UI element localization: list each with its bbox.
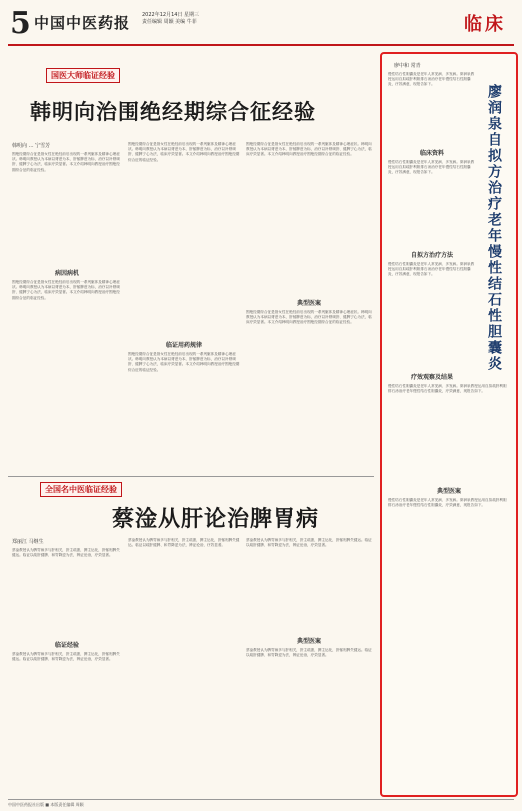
article-2-body-col3: 蔡淦教授认为脾胃病多与肝相关，肝主疏泄，脾主运化，肝郁则脾失健运。临证以疏肝健脾、和胃降逆为法，辨证论治，疗效显著。	[246, 538, 372, 548]
article-1-subhead-2: 典型医案	[296, 300, 321, 307]
page-header	[8, 8, 514, 42]
masthead: 中国中医药报	[34, 14, 131, 32]
article-3-subhead-2: 自拟方治疗方法	[410, 252, 453, 259]
article-3-body-3: 慢性结石性胆囊炎是老年人常见病、多发病。廖润泉教授运用自拟疏肝利胆排石汤治疗老年慢性结石性胆囊炎，疗效满意，现报告如下。	[388, 384, 507, 394]
article-1-body-col1: 围绝经期综合征是指女性在绝经前后出现的一系列躯体及精神心理症状。韩明向教授认为本病以肾虚为本，肝郁脾虚为标，治疗以补肾调肝、健脾宁心为法，临床疗效显著。本文介绍韩明向教授治疗围绝经期综合征的临证经验。	[12, 152, 120, 172]
article-1-title: 韩明向治围绝经期综合征经验	[30, 99, 316, 124]
article-2-body-col3b: 蔡淦教授认为脾胃病多与肝相关，肝主疏泄，脾主运化，肝郁则脾失健运。临证以疏肝健脾、和胃降逆为法，辨证论治，疗效显著。	[246, 648, 372, 658]
article-1-subhead-3: 临证用药规律	[165, 342, 202, 349]
article-1-body-col1b: 围绝经期综合征是指女性在绝经前后出现的一系列躯体及精神心理症状。韩明向教授认为本病以肾虚为本，肝郁脾虚为标，治疗以补肾调肝、健脾宁心为法，临床疗效显著。本文介绍韩明向教授治疗围绝经期综合征的临证经验。	[12, 280, 120, 300]
article-2-body-col2: 蔡淦教授认为脾胃病多与肝相关，肝主疏泄，脾主运化，肝郁则脾失健运。临证以疏肝健脾、和胃降逆为法，辨证论治，疗效显著。	[128, 538, 240, 548]
article-2-subhead-2: 典型医案	[296, 638, 321, 645]
article-2-byline: 郑丽江 马继生	[12, 539, 44, 545]
date-line: 2022年12月14日 星期三 责任编辑 周颖 美编 牛菲	[142, 12, 200, 25]
article-2-body-col1b: 蔡淦教授认为脾胃病多与肝相关，肝主疏泄，脾主运化，肝郁则脾失健运。临证以疏肝健脾、和胃降逆为法，辨证论治，疗效显著。	[12, 652, 120, 662]
header-rule	[8, 44, 514, 46]
article-1-subhead-1: 病因病机	[54, 270, 79, 277]
article-1-body-col3: 围绝经期综合征是指女性在绝经前后出现的一系列躯体及精神心理症状。韩明向教授认为本病以肾虚为本，肝郁脾虚为标，治疗以补肾调肝、健脾宁心为法，临床疗效显著。本文介绍韩明向教授治疗围绝经期综合征的临证经验。	[246, 142, 372, 157]
article-3-body-4: 慢性结石性胆囊炎是老年人常见病、多发病。廖润泉教授运用自拟疏肝利胆排石汤治疗老年慢性结石性胆囊炎，疗效满意，现报告如下。	[388, 498, 507, 508]
article-3-body-1: 慢性结石性胆囊炎是老年人常见病、多发病。廖润泉教授运用自拟疏肝利胆排石汤治疗老年慢性结石性胆囊炎，疗效满意，现报告如下。	[388, 160, 475, 175]
article-1-body-col2b: 围绝经期综合征是指女性在绝经前后出现的一系列躯体及精神心理症状。韩明向教授认为本病以肾虚为本，肝郁脾虚为标，治疗以补肾调肝、健脾宁心为法，临床疗效显著。本文介绍韩明向教授治疗围绝经期综合征的临证经验。	[128, 352, 240, 372]
article-3-subhead-3: 疗效观察及结果	[410, 374, 453, 381]
page-footer: 中国中医药报社出版 ■ 本版责任编辑 周颖	[8, 799, 514, 808]
article-2-title: 蔡淦从肝论治脾胃病	[112, 506, 320, 532]
divider	[8, 476, 374, 477]
featured-article-box	[380, 52, 518, 797]
page-number: 5	[10, 6, 31, 41]
article-3-subhead-4: 典型医案	[436, 488, 461, 495]
article-1-body-col2: 围绝经期综合征是指女性在绝经前后出现的一系列躯体及精神心理症状。韩明向教授认为本病以肾虚为本，肝郁脾虚为标，治疗以补肾调肝、健脾宁心为法，临床疗效显著。本文介绍韩明向教授治疗围绝经期综合征的临证经验。	[128, 142, 240, 162]
article-3-body-2: 慢性结石性胆囊炎是老年人常见病、多发病。廖润泉教授运用自拟疏肝利胆排石汤治疗老年慢性结石性胆囊炎，疗效满意，现报告如下。	[388, 262, 475, 277]
article-2-body-col1: 蔡淦教授认为脾胃病多与肝相关，肝主疏泄，脾主运化，肝郁则脾失健运。临证以疏肝健脾、和胃降逆为法，辨证论治，疗效显著。	[12, 548, 120, 558]
article-1-byline: 韩明向 … 宁雪芳	[12, 143, 51, 149]
column-tag-middle: 全国名中医临证经验	[40, 482, 122, 497]
article-3-subhead-1: 临床资料	[419, 150, 444, 157]
article-3-intro: 慢性结石性胆囊炎是老年人常见病、多发病。廖润泉教授运用自拟疏肝利胆排石汤治疗老年慢性结石性胆囊炎，疗效满意，现报告如下。	[388, 72, 475, 87]
article-3-byline: 廖中和 常青	[394, 63, 421, 69]
article-3-title: 廖润泉自拟方治疗老年慢性结石性胆囊炎	[486, 84, 502, 372]
section-title: 临床	[464, 14, 506, 35]
article-1-body-col3b: 围绝经期综合征是指女性在绝经前后出现的一系列躯体及精神心理症状。韩明向教授认为本病以肾虚为本，肝郁脾虚为标，治疗以补肾调肝、健脾宁心为法，临床疗效显著。本文介绍韩明向教授治疗围绝经期综合征的临证经验。	[246, 310, 372, 325]
column-tag-top: 国医大师临证经验	[46, 68, 120, 83]
article-2-subhead-1: 临证经验	[54, 642, 79, 649]
